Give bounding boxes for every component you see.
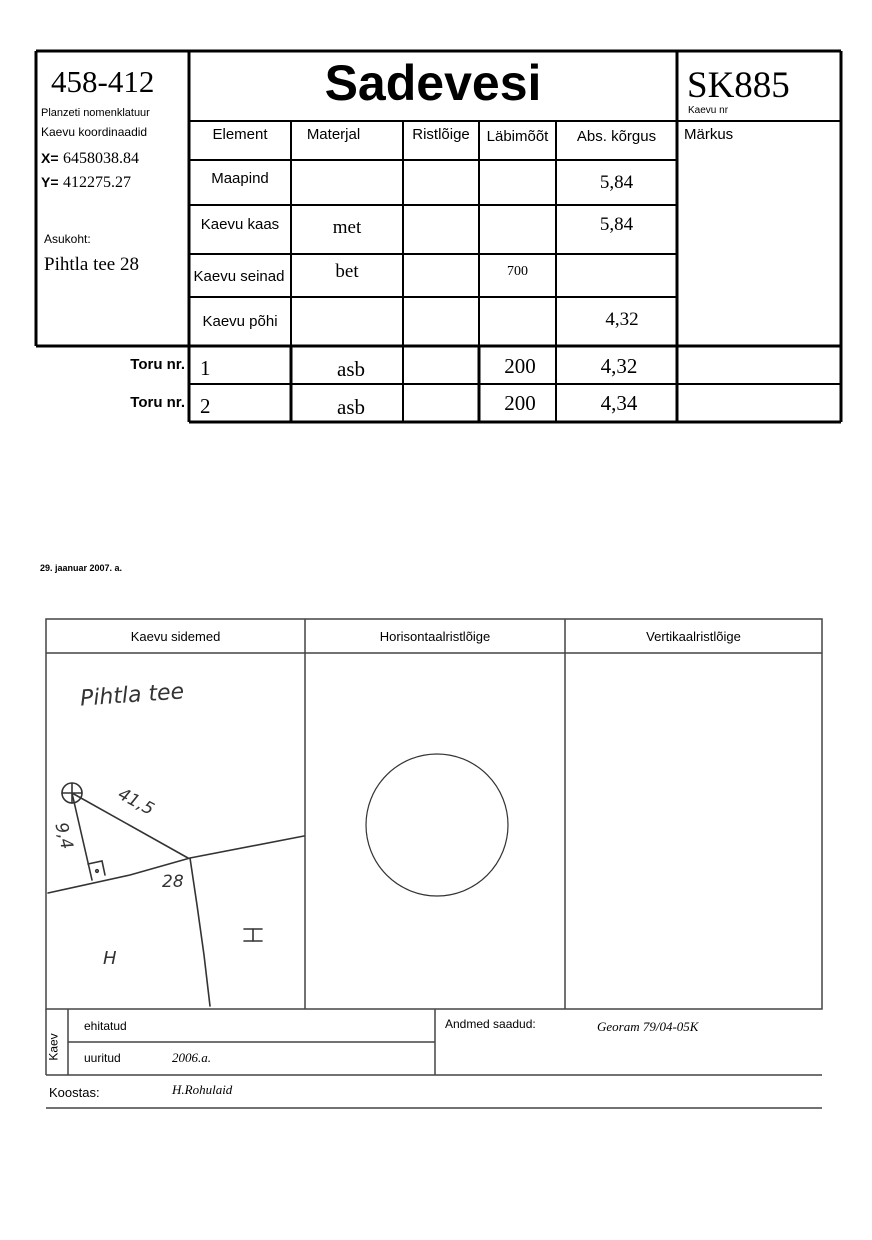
pipe-label: Toru nr. [130,356,185,373]
sketch-distance-a: 41,5 [114,784,158,820]
coords-label: Kaevu koordinaadid [41,125,148,139]
source-label: Andmed saadud: [445,1017,536,1031]
sketch-distance-b: 9,4 [50,820,77,852]
sheet-number: 458-412 [51,64,155,99]
surveyed-label: uuritud [84,1051,121,1065]
x-value: 6458038.84 [63,150,139,167]
row-material: bet [335,261,359,282]
row-abs-height: 5,84 [599,214,634,235]
header-diameter: Läbimõõt [486,128,549,145]
y-value: 412275.27 [63,174,131,191]
address: Pihtla tee 28 [44,254,139,275]
surveyed-value: 2006.a. [172,1050,211,1065]
sheet-label: Planzeti nomenklatuur [41,107,150,119]
y-label: Y= [41,174,59,190]
row-element: Kaevu seinad [193,268,285,285]
pipe-material: asb [337,395,365,419]
pipe-material: asb [337,357,365,381]
pipe-number: 1 [200,356,211,380]
header-element: Element [212,126,268,143]
row-element: Maapind [211,170,269,187]
pipe-number: 2 [200,394,211,418]
footer-vertical-label: Kaev [46,1033,61,1061]
header-material: Materjal [306,126,361,143]
built-label: ehitatud [84,1019,127,1033]
pipe-abs-height: 4,34 [600,391,638,415]
col-header-horizontal: Horisontaalristlõige [379,629,491,644]
pipe-label: Toru nr. [130,394,185,411]
pipe-diameter: 200 [504,354,536,378]
sketch-street-label: Pihtla tee [79,679,185,712]
author-value: H.Rohulaid [172,1082,233,1097]
x-label: X= [41,150,59,166]
sketch-house-number: 28 [162,872,184,892]
pipe-abs-height: 4,32 [600,354,638,378]
row-abs-height: 5,84 [599,172,634,193]
document-date: 29. jaanuar 2007. a. [40,563,123,573]
row-element: Kaevu kaas [200,216,280,233]
well-id: SK885 [687,65,790,106]
address-label: Asukoht: [44,232,91,246]
page-title: Sadevesi [324,55,542,111]
author-label: Koostas: [49,1085,100,1100]
header-cross-section: Ristlõige [412,126,470,143]
row-abs-height: 4,32 [605,309,639,330]
row-element: Kaevu põhi [202,313,278,330]
row-material: met [332,217,362,238]
col-header-vertical: Vertikaalristlõige [646,629,741,644]
source-value: Georam 79/04-05K [597,1019,699,1034]
header-abs-height: Abs. kõrgus [576,128,657,145]
horizontal-section-circle [366,754,508,896]
col-header-connections: Kaevu sidemed [130,629,221,644]
sketch-h-mark: H [103,948,117,969]
pipe-diameter: 200 [504,391,536,415]
site-sketch [48,783,304,1006]
header-remarks: Märkus [684,126,734,143]
row-diameter: 700 [507,264,528,279]
well-label: Kaevu nr [688,105,729,116]
